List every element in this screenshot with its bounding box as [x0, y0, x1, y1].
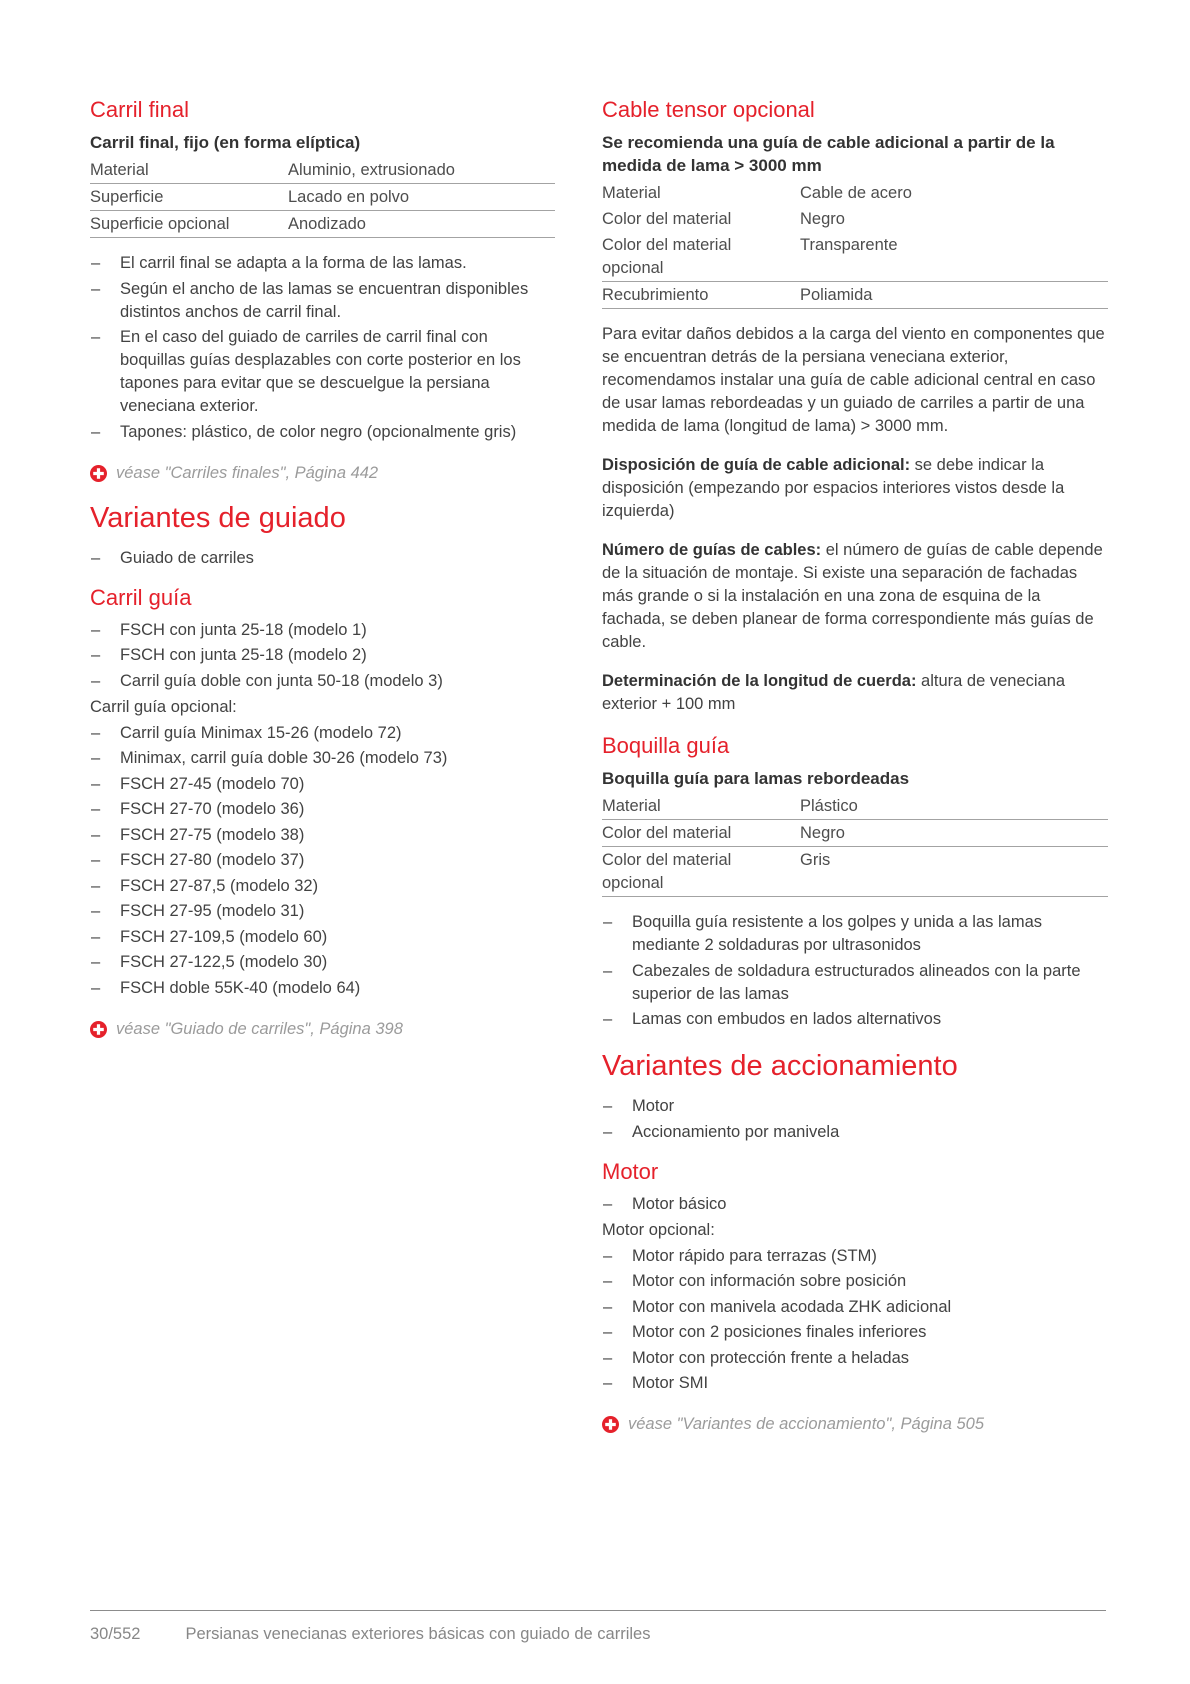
paragraph-determinacion: [602, 670, 1108, 716]
section-heading-carril-final: Carril final: [90, 97, 190, 122]
list-item: – FSCH 27-75 (modelo 38): [90, 824, 555, 847]
footer-page-number: 30/552: [90, 1625, 141, 1643]
table-value: Gris: [800, 847, 1108, 897]
list-item: – Motor con información sobre posición: [602, 1270, 1108, 1293]
footer-row: [90, 1611, 1106, 1645]
section-heading-motor: Motor: [602, 1158, 659, 1184]
list-item: – Motor con protección frente a heladas: [602, 1347, 1108, 1370]
table-row: [602, 232, 1108, 282]
table-row: [90, 211, 555, 238]
list-item: – Motor con 2 posiciones finales inferiores: [602, 1321, 1108, 1344]
table-label: Material: [602, 184, 661, 202]
table-value: Aluminio, extrusionado: [288, 157, 555, 184]
table-value: Cable de acero: [800, 184, 912, 202]
bullet-list-carril-guia-opcional: [90, 722, 555, 1000]
paragraph-lead: Número de guías de cables:: [602, 541, 822, 559]
list-item: – FSCH doble 55K-40 (modelo 64): [90, 977, 555, 1000]
table-label: Color del material: [602, 820, 800, 847]
list-item: – Boquilla guía resistente a los golpes y unida a las lamas mediante 2 soldaduras por ultrasonidos: [602, 911, 1108, 957]
list-item: – FSCH con junta 25-18 (modelo 1): [90, 619, 555, 642]
table-label: Color del material opcional: [602, 232, 800, 282]
list-item: – Lamas con embudos en lados alternativos: [602, 1008, 1108, 1031]
right-column: [602, 96, 1108, 1448]
xref-link-label: véase "Guiado de carriles", Página 398: [116, 1019, 403, 1038]
spec-table-carril-final: [90, 157, 555, 238]
list-item: – Minimax, carril guía doble 30-26 (modelo 73): [90, 747, 555, 770]
list-item: – Carril guía doble con junta 50-18 (modelo 3): [90, 670, 555, 693]
table-label: Material: [602, 793, 800, 820]
page-footer: [90, 1610, 1106, 1645]
table-label: Superficie: [90, 184, 288, 211]
list-item: – Guiado de carriles: [90, 547, 555, 570]
table-label: Color del material: [602, 210, 732, 228]
table-value: Plástico: [800, 793, 1108, 820]
table-label: Material: [90, 157, 288, 184]
xref-link-variantes-accionamiento[interactable]: [602, 1413, 1108, 1436]
table-row: [602, 847, 1108, 897]
paragraph-numero-guias: [602, 539, 1108, 654]
list-item: – FSCH 27-95 (modelo 31): [90, 900, 555, 923]
spec-table-boquilla-guia: [602, 793, 1108, 897]
table-row: [90, 157, 555, 184]
footer-doc-title: Persianas venecianas exteriores básicas con guiado de carriles: [185, 1625, 651, 1643]
list-item: – FSCH 27-70 (modelo 36): [90, 798, 555, 821]
list-item: – En el caso del guiado de carriles de carril final con boquillas guías desplazables con corte posterior en los tapones para evitar que se descuelgue la persiana veneciana exterior.: [90, 326, 555, 418]
list-item: – Motor con manivela acodada ZHK adicional: [602, 1296, 1108, 1319]
list-item: – FSCH 27-45 (modelo 70): [90, 773, 555, 796]
bullet-list-variantes-accionamiento: [602, 1095, 1108, 1144]
table-label: Color del material opcional: [602, 847, 800, 897]
bullet-list-carril-final: [90, 252, 555, 444]
xref-link-label: véase "Carriles finales", Página 442: [116, 463, 379, 482]
list-item: – Motor SMI: [602, 1372, 1108, 1395]
paragraph-lead: Disposición de guía de cable adicional:: [602, 456, 911, 474]
paragraph-text: el número de guías de cable depende de la situación de montaje. Si existe una separación de fachadas más grande o si la instalación en una zona de esquina de la fachada, se deben planear de forma correspondiente más guías de cable.: [602, 541, 1103, 651]
paragraph-text: se debe indicar la disposición (empezando por espacios interiores vistos desde la izquierda): [602, 456, 1065, 520]
optional-label-carril-guia: Carril guía opcional:: [90, 697, 237, 716]
chapter-heading-variantes-accionamiento: Variantes de accionamiento: [602, 1050, 958, 1082]
spec-table-cable-tensor: [602, 180, 1108, 309]
list-item: – Carril guía Minimax 15-26 (modelo 72): [90, 722, 555, 745]
list-item: – Según el ancho de las lamas se encuentran disponibles distintos anchos de carril final.: [90, 278, 555, 324]
table-row: [602, 206, 1108, 232]
table-label: Recubrimiento: [602, 282, 800, 309]
list-item: – FSCH 27-87,5 (modelo 32): [90, 875, 555, 898]
table-row: [90, 184, 555, 211]
plus-circle-icon: [90, 465, 107, 482]
bullet-list-carril-guia: [90, 619, 555, 693]
bullet-list-boquilla-guia: [602, 911, 1108, 1031]
plus-circle-icon: [90, 1021, 107, 1038]
paragraph-lead: Determinación de la longitud de cuerda:: [602, 672, 917, 690]
list-item: – Accionamiento por manivela: [602, 1121, 1108, 1144]
table-row: [602, 820, 1108, 847]
bullet-list-motor-opcional: [602, 1245, 1108, 1396]
table-value: Transparente: [800, 232, 1108, 282]
list-item: – Motor: [602, 1095, 1108, 1118]
xref-link-carriles-finales[interactable]: [90, 462, 555, 485]
plus-circle-icon: [602, 1416, 619, 1433]
section-heading-cable-tensor: Cable tensor opcional: [602, 97, 815, 122]
section-heading-carril-guia: Carril guía: [90, 584, 192, 610]
list-item: – Motor básico: [602, 1193, 1108, 1216]
table-label: Superficie opcional: [90, 211, 288, 238]
section-heading-boquilla-guia: Boquilla guía: [602, 733, 730, 758]
bullet-list-motor: [602, 1193, 1108, 1216]
table-row: [602, 282, 1108, 309]
list-item: – Tapones: plástico, de color negro (opcionalmente gris): [90, 421, 555, 444]
list-item: – FSCH 27-80 (modelo 37): [90, 849, 555, 872]
paragraph-text: altura de veneciana exterior + 100 mm: [602, 672, 1066, 713]
list-item: – El carril final se adapta a la forma de las lamas.: [90, 252, 555, 275]
list-item: – FSCH 27-122,5 (modelo 30): [90, 951, 555, 974]
list-item: – Cabezales de soldadura estructurados alineados con la parte superior de las lamas: [602, 960, 1108, 1006]
table-value: Poliamida: [800, 282, 1108, 309]
optional-label-motor: Motor opcional:: [602, 1220, 715, 1239]
bullet-list-variantes-guiado: [90, 547, 555, 570]
chapter-heading-variantes-guiado: Variantes de guiado: [90, 501, 346, 534]
list-item: – FSCH con junta 25-18 (modelo 2): [90, 644, 555, 667]
table-row: [602, 180, 1108, 206]
left-column: [90, 96, 555, 1448]
paragraph-viento: Para evitar daños debidos a la carga del viento en componentes que se encuentran detrás de la persiana veneciana exterior, recomendamos instalar una guía de cable adicional central en caso de usar lamas rebordeadas y un guiado de carriles a partir de una medida de lama (longitud de lama) > 3000 mm.: [602, 325, 1105, 435]
table-value: Anodizado: [288, 211, 555, 238]
table-value: Lacado en polvo: [288, 184, 555, 211]
subheading-cable-tensor: Se recomienda una guía de cable adicional a partir de la medida de lama > 3000 mm: [602, 133, 1055, 175]
list-item: – FSCH 27-109,5 (modelo 60): [90, 926, 555, 949]
xref-link-label: véase "Variantes de accionamiento", Página 505: [628, 1415, 984, 1433]
table-value: Negro: [800, 210, 845, 228]
paragraph-disposicion: [602, 454, 1108, 523]
xref-link-guiado-de-carriles[interactable]: [90, 1018, 555, 1041]
subheading-boquilla-guia: Boquilla guía para lamas rebordeadas: [602, 769, 910, 788]
list-item: – Motor rápido para terrazas (STM): [602, 1245, 1108, 1268]
subheading-carril-final-fijo: Carril final, fijo (en forma elíptica): [90, 133, 361, 152]
table-value: Negro: [800, 820, 1108, 847]
table-row: [602, 793, 1108, 820]
